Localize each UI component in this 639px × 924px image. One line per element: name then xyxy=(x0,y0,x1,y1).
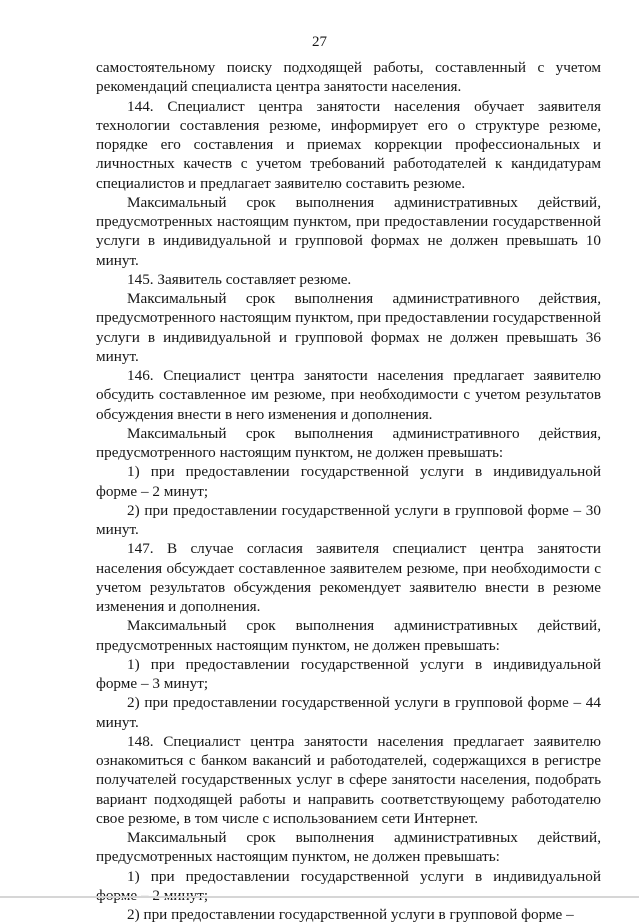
paragraph: Максимальный срок выполнения административных действий, предусмотренных настоящим пунктом, не должен превышать: xyxy=(96,829,601,866)
paragraph: Максимальный срок выполнения административных действий, предусмотренных настоящим пунктом, не должен превышать: xyxy=(96,617,601,654)
paragraph: 1) при предоставлении государственной услуги в индивидуальной xyxy=(127,867,601,885)
paragraph: 146. Специалист центра занятости населения предлагает заявителю обсудить составленное им резюме, при необходимости с учетом результатов обсуждения внести в него изменения и дополнения. xyxy=(96,367,601,423)
paragraph: 147. В случае согласия заявителя специалист центра занятости населения обсуждает составленное заявителем резюме, при необходимости с учетом результатов обсуждения рекомендует заявителю внести в резюме изменения и дополнения. xyxy=(96,540,601,615)
paragraph: 2) при предоставлении государственной услуги в групповой форме – xyxy=(127,906,574,923)
paragraph: 145. Заявитель составляет резюме. xyxy=(127,270,352,288)
paragraph: 1) при предоставлении государственной услуги в индивидуальной форме – 2 минут; xyxy=(96,463,601,500)
paragraph: Максимальный срок выполнения административного действия, предусмотренного настоящим пунктом, не должен превышать: xyxy=(96,424,601,461)
paragraph: 1) при предоставлении государственной услуги в индивидуальной форме – 3 минут; xyxy=(96,655,601,692)
paragraph: 2) при предоставлении государственной услуги в групповой форме – 30 минут. xyxy=(96,501,601,538)
paragraph: 144. Специалист центра занятости населения обучает заявителя технологии составления резюме, информирует его о структуре резюме, порядке его составления и приемах коррекции профессиональных и личностных качеств с учетом требований работодателей к кандидатурам специалистов и предлагает заявителю составить резюме. xyxy=(96,97,601,192)
paragraph: 148. Специалист центра занятости населения предлагает заявителю ознакомиться с банком вакансий и работодателей, содержащихся в регистре получателей государственных услуг в сфере занятости населения, подобрать вариант подходящей работы и направить соответствующему работодателю свое резюме, в том числе с использованием сети Интернет. xyxy=(96,732,601,827)
paragraph: Максимальный срок выполнения административного действия, предусмотренного настоящим пунктом, при предоставлении государственной услуги в индивидуальной и групповой формах не должен превышать 36 минут. xyxy=(96,290,601,365)
scan-edge-line xyxy=(0,896,639,898)
page-number: 27 xyxy=(312,34,327,50)
paragraph: самостоятельному поиску подходящей работы, составленный с учетом рекомендаций специалиста центра занятости населения. xyxy=(96,59,601,96)
paragraph: Максимальный срок выполнения административных действий, предусмотренных настоящим пунктом, при предоставлении государственной услуги в индивидуальной и групповой формах не должен превышать 10 минут. xyxy=(96,193,601,269)
document-body xyxy=(96,58,601,924)
paragraph: 2) при предоставлении государственной услуги в групповой форме – 44 минут. xyxy=(96,694,601,731)
